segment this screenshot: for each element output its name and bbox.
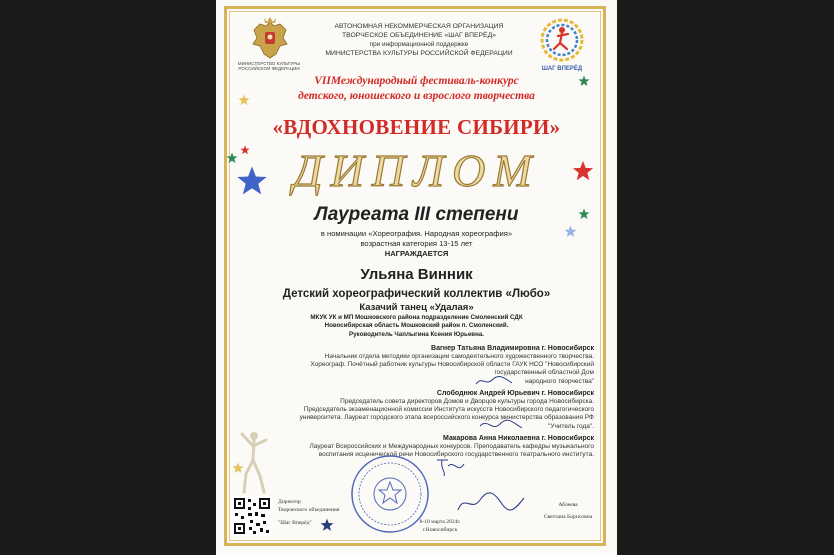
- org-line-3: при информационной поддержке: [369, 41, 469, 48]
- nomination: в номинации «Хореография. Народная хореография»: [320, 229, 513, 238]
- coat-of-arms-icon: [250, 16, 290, 60]
- event-info: [412, 519, 468, 534]
- organization-header: [308, 22, 530, 58]
- festival-name: «ВДОХНОВЕНИЕ СИБИРИ»: [272, 115, 561, 139]
- jury-3-line-2: воспитания исценической речи Новосибирского государственного театрального института.: [318, 451, 594, 459]
- org-line-2: ТВОРЧЕСКОЕ ОБЪЕДИНЕНИЕ «ШАГ ВПЕРЁД»: [342, 32, 496, 39]
- jury-1-line-1: Начальник отдела методики организации самодеятельного художественного творчества.: [324, 353, 594, 360]
- dance-title: Казачий танец «Удалая»: [359, 302, 474, 313]
- event-city: г.Новосибирск: [422, 526, 458, 533]
- star-gold-left-icon: [238, 94, 250, 106]
- org-line-1: АВТОНОМНАЯ НЕКОММЕРЧЕСКАЯ ОРГАНИЗАЦИЯ: [334, 23, 504, 30]
- festival-line-1: [216, 74, 617, 88]
- laureate-degree: Лауреата III степени: [314, 204, 519, 225]
- star-green-top-right-icon: [578, 75, 590, 87]
- institution-line-1: МКУК УК и МП Мошковского района подразделение Смоленский СДК: [310, 314, 523, 321]
- festival-title: Международный фестиваль-конкурс: [330, 75, 519, 87]
- jury-3-line-1: Лауреат Всероссийских и Международных конкурсов. Преподаватель кафедры музыкального: [309, 443, 594, 450]
- star-blue-large-icon: [236, 165, 268, 197]
- jury-2-line-3: университета. Лауреат городского этапа всероссийского конкурса министерства образования РФ: [299, 414, 594, 422]
- jury-2-line-1: Председатель совета директоров Домов и Дворцов культуры города Новосибирска.: [340, 398, 594, 405]
- recipient-name: Ульяна Винник: [360, 266, 473, 283]
- institution-line-2: Новосибирская область Мошковский район п. Смоленский.: [324, 322, 509, 329]
- dancer-silhouette-icon: [240, 430, 268, 494]
- signature-3-icon: [434, 456, 468, 478]
- signature-1-icon: [474, 374, 514, 388]
- awarded-label: НАГРАЖДАЕТСЯ: [384, 249, 449, 258]
- signature-2-icon: [478, 418, 524, 432]
- star-red-left-icon: [240, 145, 250, 155]
- emblem-caption: МИНИСТЕРСТВО КУЛЬТУРЫ РОССИЙСКОЙ ФЕДЕРАЦИИ: [237, 61, 301, 71]
- org-line-4: МИНИСТЕРСТВА КУЛЬТУРЫ РОССИЙСКОЙ ФЕДЕРАЦИИ: [325, 50, 513, 57]
- jury-1-line-2: Хореограф. Почётный работник культуры Новосибирской области ГАУК НСО "Новосибирский: [310, 361, 594, 369]
- diploma-title: ДИПЛОМ: [293, 145, 540, 196]
- signer-line-1: Аблеева: [558, 502, 578, 508]
- leader: Руководитель Чаплыгина Ксения Юрьевна.: [348, 331, 484, 338]
- jury-2-line-2: Председатель экзаменационной комиссии Института искусств Новосибирского педагогического: [303, 406, 594, 414]
- jury-3-name: Макарова Анна Николаевна г. Новосибирск: [443, 435, 594, 442]
- collective-name: Детский хореографический коллектив «Любо»: [282, 288, 551, 300]
- director-line-1: Директор: [278, 499, 301, 505]
- star-red-right-icon: [572, 160, 594, 182]
- festival-number: VII: [314, 75, 331, 87]
- star-navy-bottom-icon: [320, 518, 334, 532]
- star-blue-right-icon: [564, 225, 577, 238]
- age-category: возрастная категория 13-15 лет: [360, 239, 473, 248]
- star-green-left-icon: [226, 152, 238, 164]
- shag-vpered-logo-icon: [534, 16, 590, 74]
- signer-caption: [540, 502, 596, 521]
- event-dates: 8-10 марта 2024г.: [419, 519, 461, 525]
- qr-code-icon: [232, 496, 272, 536]
- logo-text: ШАГ ВПЕРЁД: [541, 66, 583, 72]
- jury-1-line-3: государственный областной Дом: [494, 369, 594, 377]
- diploma-page: [216, 0, 617, 555]
- jury-member-1: [238, 344, 594, 386]
- jury-1-line-4: народного творчества": [525, 377, 594, 385]
- jury-2-name: Слободнюк Андрей Юрьевич г. Новосибирск: [436, 390, 594, 397]
- jury-2-line-4: "Учитель года".: [548, 422, 594, 430]
- festival-line-2: детского, юношеского и взрослого творчества: [298, 90, 535, 102]
- signer-line-2: Светлана Борисовна: [543, 513, 593, 520]
- jury-1-name: Вагнер Татьяна Владимировна г. Новосибирск: [431, 345, 594, 352]
- jury-member-2: [238, 389, 594, 431]
- director-line-2: Творческого объединения: [278, 506, 340, 513]
- star-green-right-icon: [578, 208, 590, 220]
- signature-4-icon: [454, 490, 526, 516]
- director-line-3: "Шаг Вперёд": [278, 520, 312, 526]
